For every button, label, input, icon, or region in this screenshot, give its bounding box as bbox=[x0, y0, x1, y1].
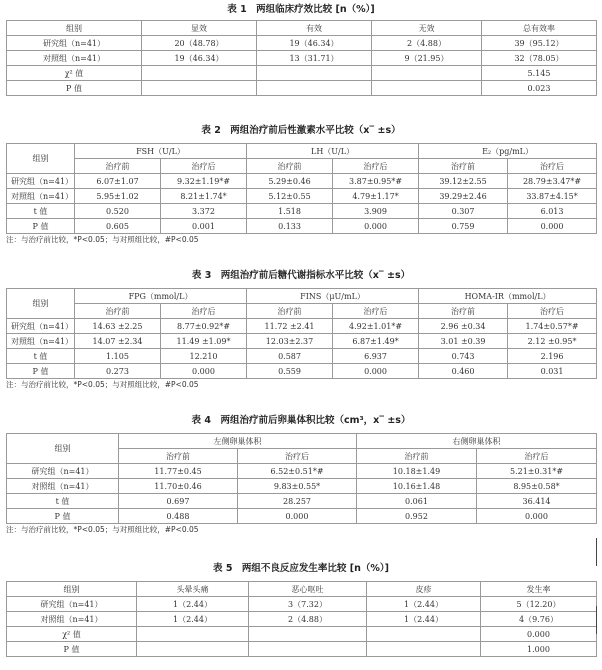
row-label: 研究组（n=41） bbox=[7, 36, 142, 51]
header-cell: 恶心呕吐 bbox=[249, 582, 367, 597]
table-header-row bbox=[7, 289, 597, 304]
sub-header: 治疗后 bbox=[508, 304, 597, 319]
table-cell: 8.95±0.58* bbox=[477, 479, 597, 494]
table-cell: 5.145 bbox=[482, 66, 597, 81]
table-cell: 0.133 bbox=[247, 219, 333, 234]
row-label: t 值 bbox=[7, 494, 119, 509]
row-label: 研究组（n=41） bbox=[7, 464, 119, 479]
table-3 bbox=[6, 288, 597, 379]
table-row bbox=[7, 642, 597, 657]
row-label: 对照组（n=41） bbox=[7, 479, 119, 494]
table-cell bbox=[137, 642, 249, 657]
table-cell bbox=[137, 627, 249, 642]
table-cell: 32（78.05） bbox=[482, 51, 597, 66]
table-3-note: 注：与治疗前比较，*P<0.05；与对照组比较，#P<0.05 bbox=[6, 380, 199, 389]
header-cell: 显效 bbox=[142, 21, 257, 36]
table-row bbox=[7, 204, 597, 219]
table-cell: 6.52±0.51*# bbox=[238, 464, 357, 479]
table-3-block bbox=[6, 269, 596, 391]
sub-header: 治疗前 bbox=[75, 159, 161, 174]
table-1 bbox=[6, 20, 597, 96]
table-header-row bbox=[7, 434, 597, 449]
table-header-row bbox=[7, 582, 597, 597]
table-2-title: 表 2 两组治疗前后性激素水平比较（x‾ ±s） bbox=[201, 125, 401, 136]
row-label: t 值 bbox=[7, 349, 75, 364]
table-cell: 0.520 bbox=[75, 204, 161, 219]
table-cell: 36.414 bbox=[477, 494, 597, 509]
table-cell: 0.307 bbox=[419, 204, 508, 219]
sub-header: 治疗前 bbox=[357, 449, 477, 464]
row-label: χ² 值 bbox=[7, 627, 137, 642]
table-cell bbox=[367, 642, 481, 657]
table-cell: 19（46.34） bbox=[142, 51, 257, 66]
table-cell: 28.257 bbox=[238, 494, 357, 509]
table-2-block bbox=[6, 124, 596, 246]
table-cell: 1（2.44） bbox=[367, 612, 481, 627]
table-row bbox=[7, 364, 597, 379]
table-cell: 14.63 ±2.25 bbox=[75, 319, 161, 334]
table-cell: 0.587 bbox=[247, 349, 333, 364]
table-cell: 6.937 bbox=[333, 349, 419, 364]
table-cell: 1（2.44） bbox=[137, 597, 249, 612]
table-5 bbox=[6, 581, 597, 657]
table-cell: 20（48.78） bbox=[142, 36, 257, 51]
table-cell: 0.000 bbox=[238, 509, 357, 524]
sub-header: 治疗前 bbox=[247, 304, 333, 319]
table-cell bbox=[372, 81, 482, 96]
table-cell: 10.18±1.49 bbox=[357, 464, 477, 479]
table-cell: 3.01 ±0.39 bbox=[419, 334, 508, 349]
table-cell: 11.77±0.45 bbox=[119, 464, 238, 479]
table-cell: 33.87±4.15* bbox=[508, 189, 597, 204]
edge-line bbox=[596, 538, 597, 566]
table-3-title: 表 3 两组治疗前后糖代谢指标水平比较（x‾ ±s） bbox=[191, 270, 411, 281]
group-header: E₂（pg/mL） bbox=[419, 144, 597, 159]
group-header: 左侧卵巢体积 bbox=[119, 434, 357, 449]
table-cell: 1（2.44） bbox=[367, 597, 481, 612]
sub-header: 治疗前 bbox=[419, 159, 508, 174]
sub-header: 治疗前 bbox=[419, 304, 508, 319]
table-cell: 0.273 bbox=[75, 364, 161, 379]
table-row bbox=[7, 334, 597, 349]
table-subheader-row bbox=[7, 304, 597, 319]
table-cell: 0.000 bbox=[508, 219, 597, 234]
table-cell bbox=[142, 81, 257, 96]
table-cell: 0.460 bbox=[419, 364, 508, 379]
row-label: 对照组（n=41） bbox=[7, 189, 75, 204]
table-cell: 0.488 bbox=[119, 509, 238, 524]
table-cell: 0.743 bbox=[419, 349, 508, 364]
table-cell: 5.95±1.02 bbox=[75, 189, 161, 204]
table-cell: 0.759 bbox=[419, 219, 508, 234]
header-cell: 发生率 bbox=[481, 582, 597, 597]
group-label-cell: 组别 bbox=[7, 289, 75, 319]
group-label-cell: 组别 bbox=[7, 144, 75, 174]
row-label: χ² 值 bbox=[7, 66, 142, 81]
table-cell bbox=[249, 627, 367, 642]
table-cell: 0.559 bbox=[247, 364, 333, 379]
table-cell: 1.105 bbox=[75, 349, 161, 364]
table-cell: 9.83±0.55* bbox=[238, 479, 357, 494]
table-cell bbox=[257, 66, 372, 81]
group-header: FSH（U/L） bbox=[75, 144, 247, 159]
table-cell: 2（4.88） bbox=[249, 612, 367, 627]
header-cell: 组别 bbox=[7, 582, 137, 597]
table-2 bbox=[6, 143, 597, 234]
table-cell: 1（2.44） bbox=[137, 612, 249, 627]
table-cell: 5（12.20） bbox=[481, 597, 597, 612]
table-cell: 28.79±3.47*# bbox=[508, 174, 597, 189]
table-cell: 1.518 bbox=[247, 204, 333, 219]
row-label: 对照组（n=41） bbox=[7, 51, 142, 66]
table-5-title: 表 5 两组不良反应发生率比较 [n（%）] bbox=[213, 563, 389, 574]
table-row bbox=[7, 81, 597, 96]
row-label: P 值 bbox=[7, 642, 137, 657]
row-label: 研究组（n=41） bbox=[7, 174, 75, 189]
table-cell: 3.87±0.95*# bbox=[333, 174, 419, 189]
table-cell: 6.87±1.49* bbox=[333, 334, 419, 349]
group-label-cell: 组别 bbox=[7, 434, 119, 464]
table-cell: 0.061 bbox=[357, 494, 477, 509]
table-cell: 8.21±1.74* bbox=[161, 189, 247, 204]
table-1-title: 表 1 两组临床疗效比较 [n（%）] bbox=[227, 4, 375, 15]
header-cell: 无效 bbox=[372, 21, 482, 36]
table-cell: 11.49 ±1.09* bbox=[161, 334, 247, 349]
group-header: 右侧卵巢体积 bbox=[357, 434, 597, 449]
table-4-block bbox=[6, 414, 596, 536]
table-cell: 0.000 bbox=[333, 364, 419, 379]
table-row bbox=[7, 494, 597, 509]
table-row bbox=[7, 627, 597, 642]
row-label: P 值 bbox=[7, 509, 119, 524]
table-cell bbox=[142, 66, 257, 81]
table-cell: 2.96 ±0.34 bbox=[419, 319, 508, 334]
table-cell bbox=[257, 81, 372, 96]
table-header-row bbox=[7, 21, 597, 36]
table-cell bbox=[249, 642, 367, 657]
table-cell: 0.000 bbox=[477, 509, 597, 524]
table-cell: 10.16±1.48 bbox=[357, 479, 477, 494]
table-2-note: 注：与治疗前比较，*P<0.05；与对照组比较，#P<0.05 bbox=[6, 235, 199, 244]
table-cell: 19（46.34） bbox=[257, 36, 372, 51]
sub-header: 治疗后 bbox=[161, 159, 247, 174]
row-label: 对照组（n=41） bbox=[7, 612, 137, 627]
table-row bbox=[7, 612, 597, 627]
table-cell: 0.952 bbox=[357, 509, 477, 524]
table-row bbox=[7, 36, 597, 51]
row-label: P 值 bbox=[7, 219, 75, 234]
table-4 bbox=[6, 433, 597, 524]
table-cell: 3.372 bbox=[161, 204, 247, 219]
table-cell: 14.07 ±2.34 bbox=[75, 334, 161, 349]
table-cell: 5.21±0.31*# bbox=[477, 464, 597, 479]
table-cell: 11.72 ±2.41 bbox=[247, 319, 333, 334]
row-label: 对照组（n=41） bbox=[7, 334, 75, 349]
group-header: HOMA-IR（mmol/L） bbox=[419, 289, 597, 304]
sub-header: 治疗前 bbox=[119, 449, 238, 464]
row-label: 研究组（n=41） bbox=[7, 597, 137, 612]
table-cell: 2.12 ±0.95* bbox=[508, 334, 597, 349]
sub-header: 治疗后 bbox=[333, 304, 419, 319]
table-cell: 0.031 bbox=[508, 364, 597, 379]
row-label: t 值 bbox=[7, 204, 75, 219]
table-row bbox=[7, 509, 597, 524]
table-cell: 0.001 bbox=[161, 219, 247, 234]
table-cell: 3.909 bbox=[333, 204, 419, 219]
table-header-row bbox=[7, 144, 597, 159]
header-cell: 组别 bbox=[7, 21, 142, 36]
header-cell: 头晕头痛 bbox=[137, 582, 249, 597]
table-cell: 6.07±1.07 bbox=[75, 174, 161, 189]
table-cell: 0.000 bbox=[161, 364, 247, 379]
table-cell: 12.210 bbox=[161, 349, 247, 364]
table-cell: 12.03±2.37 bbox=[247, 334, 333, 349]
row-label: P 值 bbox=[7, 364, 75, 379]
table-cell: 5.29±0.46 bbox=[247, 174, 333, 189]
table-cell: 9.32±1.19*# bbox=[161, 174, 247, 189]
table-cell: 4.92±1.01*# bbox=[333, 319, 419, 334]
sub-header: 治疗前 bbox=[75, 304, 161, 319]
header-cell: 总有效率 bbox=[482, 21, 597, 36]
table-cell: 11.70±0.46 bbox=[119, 479, 238, 494]
row-label: 研究组（n=41） bbox=[7, 319, 75, 334]
table-cell: 2（4.88） bbox=[372, 36, 482, 51]
table-cell: 4（9.76） bbox=[481, 612, 597, 627]
table-row bbox=[7, 174, 597, 189]
table-cell bbox=[372, 66, 482, 81]
table-5-block bbox=[6, 562, 596, 657]
table-row bbox=[7, 464, 597, 479]
table-row bbox=[7, 219, 597, 234]
sub-header: 治疗后 bbox=[508, 159, 597, 174]
table-cell: 39（95.12） bbox=[482, 36, 597, 51]
table-cell: 0.000 bbox=[333, 219, 419, 234]
sub-header: 治疗后 bbox=[477, 449, 597, 464]
table-cell bbox=[367, 627, 481, 642]
table-cell: 4.79±1.17* bbox=[333, 189, 419, 204]
table-cell: 39.29±2.46 bbox=[419, 189, 508, 204]
header-cell: 有效 bbox=[257, 21, 372, 36]
table-row bbox=[7, 479, 597, 494]
table-row bbox=[7, 319, 597, 334]
table-row bbox=[7, 66, 597, 81]
table-row bbox=[7, 597, 597, 612]
sub-header: 治疗后 bbox=[238, 449, 357, 464]
group-header: FPG（mmol/L） bbox=[75, 289, 247, 304]
table-4-title: 表 4 两组治疗前后卵巢体积比较（cm³，x‾ ±s） bbox=[191, 415, 411, 426]
table-cell: 3（7.32） bbox=[249, 597, 367, 612]
table-4-note: 注：与治疗前比较，*P<0.05；与对照组比较，#P<0.05 bbox=[6, 525, 199, 534]
table-row bbox=[7, 51, 597, 66]
table-cell: 13（31.71） bbox=[257, 51, 372, 66]
header-cell: 皮疹 bbox=[367, 582, 481, 597]
table-subheader-row bbox=[7, 159, 597, 174]
row-label: P 值 bbox=[7, 81, 142, 96]
table-row bbox=[7, 349, 597, 364]
table-cell: 0.605 bbox=[75, 219, 161, 234]
table-cell: 2.196 bbox=[508, 349, 597, 364]
table-cell: 0.697 bbox=[119, 494, 238, 509]
table-cell: 0.023 bbox=[482, 81, 597, 96]
table-cell: 5.12±0.55 bbox=[247, 189, 333, 204]
sub-header: 治疗前 bbox=[247, 159, 333, 174]
table-cell: 8.77±0.92*# bbox=[161, 319, 247, 334]
table-cell: 1.74±0.57*# bbox=[508, 319, 597, 334]
table-cell: 6.013 bbox=[508, 204, 597, 219]
sub-header: 治疗后 bbox=[333, 159, 419, 174]
group-header: LH（U/L） bbox=[247, 144, 419, 159]
table-row bbox=[7, 189, 597, 204]
table-1-block bbox=[6, 3, 596, 96]
table-cell: 0.000 bbox=[481, 627, 597, 642]
table-cell: 39.12±2.55 bbox=[419, 174, 508, 189]
table-cell: 1.000 bbox=[481, 642, 597, 657]
edge-line bbox=[596, 606, 597, 634]
table-cell: 9（21.95） bbox=[372, 51, 482, 66]
sub-header: 治疗后 bbox=[161, 304, 247, 319]
group-header: FINS（μU/mL） bbox=[247, 289, 419, 304]
